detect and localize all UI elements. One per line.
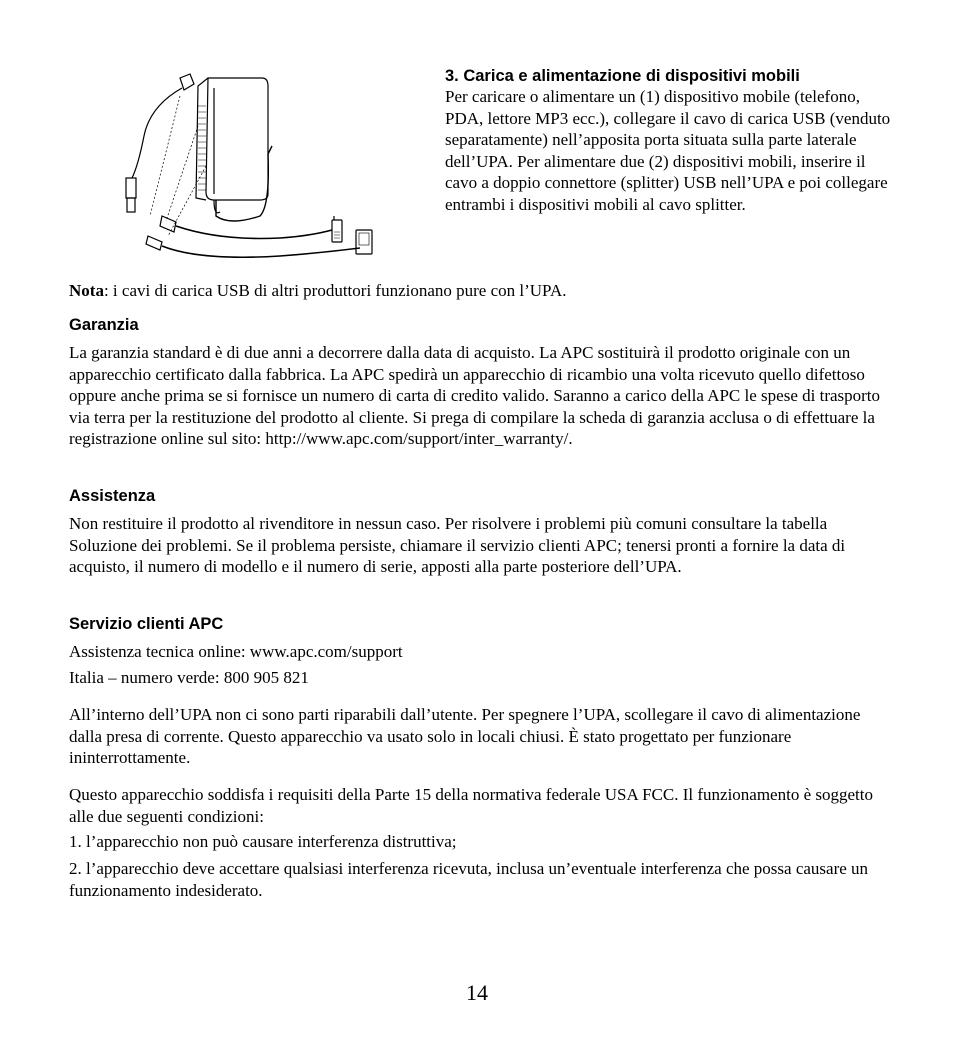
garanzia-text: La garanzia standard è di due anni a decorrere dalla data di acquisto. La APC sostituirà il prodotto originale con un apparecchio certificato dalla fabbrica. La APC spedirà un apparecchio di ricambio una volta ricevuto quello difettoso oppure anche prima se si fornisce un numero di carta di credito valido. Saranno a carico della APC le spese di trasporto via terra per la restituzione del prodotto al cliente. Si prega di compilare la scheda di garanzia acclusa o di effettuare la registrazione online sul sito: http://www.apc.com/support/inter_warranty/. — [69, 343, 881, 449]
note-text: : i cavi di carica USB di altri produttori funzionano pure con l’UPA. — [103, 281, 567, 300]
servizio-online: Assistenza tecnica online: www.apc.com/support — [69, 642, 403, 661]
section-charging-text: Per caricare o alimentare un (1) dispositivo mobile (telefono, PDA, lettore MP3 ecc.), collegare il cavo di carica USB (venduto separatamente) nell’apposita porta situata sulla parte laterale dell’UPA. Per alimentare due (2) dispositivi mobili, inserire il cavo a doppio connettore (splitter) USB nell’UPA e poi collegare entrambi i dispositivi mobili al cavo splitter. — [445, 87, 891, 214]
garanzia-heading: Garanzia — [69, 316, 139, 334]
assistenza-text: Non restituire il prodotto al rivenditore in nessun caso. Per risolvere i problemi più comuni consultare la tabella Soluzione dei problemi. Se il problema persiste, chiamare il servizio clienti APC; tenersi pronti a fornire la data di acquisto, il numero di modello e il numero di serie, apposti alla parte posteriore dell’UPA. — [69, 514, 846, 577]
adapter-with-splitter-drawing — [110, 66, 400, 266]
note-paragraph — [69, 280, 889, 302]
fcc-condition-2: 2. l’apparecchio deve accettare qualsiasi interferenza ricevuta, inclusa un’eventuale interferenza che possa causare un funzionamento indesiderato. — [69, 859, 869, 900]
servizio-phone: Italia – numero verde: 800 905 821 — [69, 668, 309, 687]
section-charging — [445, 66, 895, 216]
page-number: 14 — [466, 980, 488, 1005]
safety-text: All’interno dell’UPA non ci sono parti riparabili dall’utente. Per spegnere l’UPA, scollegare il cavo di alimentazione dalla presa di corrente. Questo apparecchio va usato solo in locali chiusi. È stato progettato per funzionare ininterrottamente. — [69, 705, 861, 768]
section-charging-heading: 3. Carica e alimentazione di dispositivi mobili — [445, 67, 800, 85]
adapter-illustration — [110, 66, 400, 266]
assistenza-heading: Assistenza — [69, 487, 156, 505]
fcc-condition-1: 1. l’apparecchio non può causare interferenza distruttiva; — [69, 832, 457, 851]
fcc-intro: Questo apparecchio soddisfa i requisiti della Parte 15 della normativa federale USA FCC. Il funzionamento è soggetto alle due seguenti condizioni: — [69, 785, 873, 826]
servizio-heading: Servizio clienti APC — [69, 615, 224, 633]
note-label: Nota — [69, 281, 104, 300]
